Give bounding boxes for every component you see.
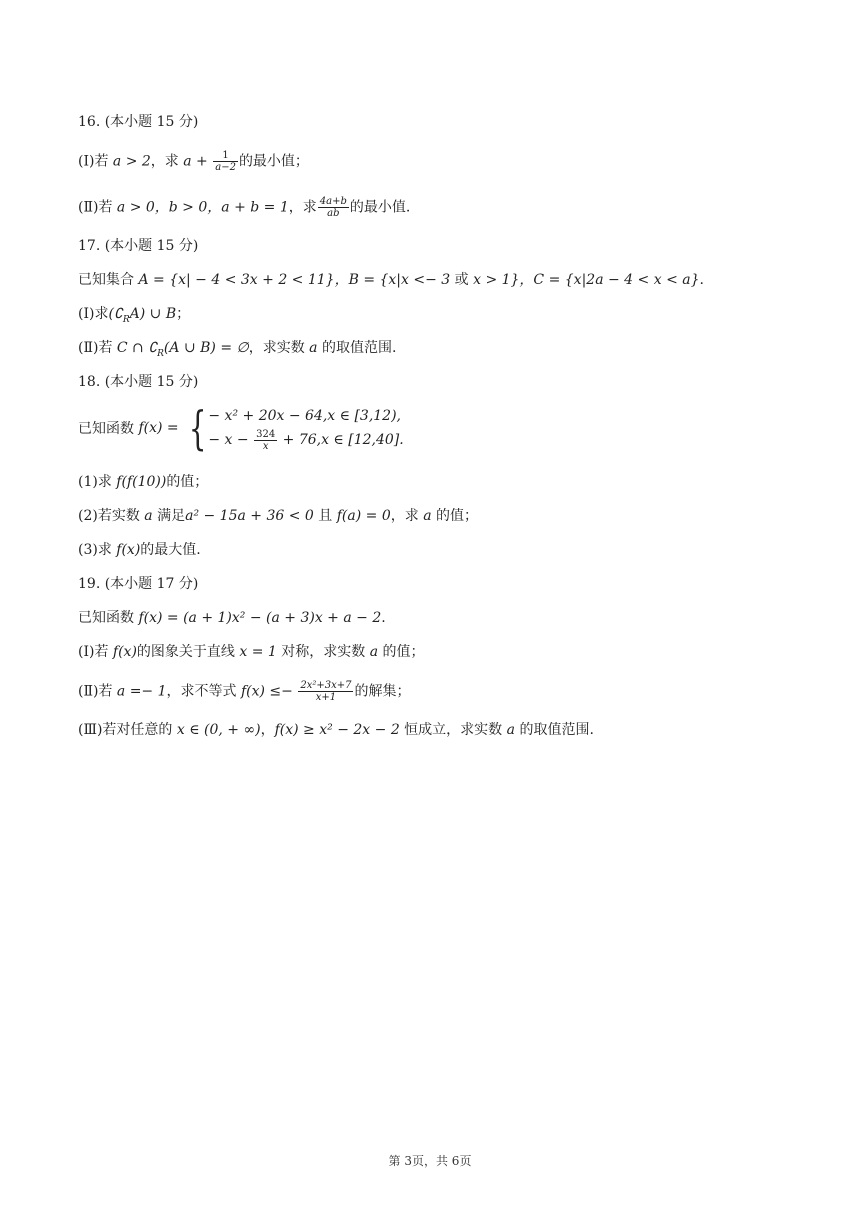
q17-given-expr2: x > 1}，C = {x|2a − 4 < x < a} (473, 272, 700, 288)
q18-part3-prefix: (3)求 (78, 542, 117, 558)
q16-part1-prefix: (Ⅰ)若 (78, 153, 113, 170)
q17-part2-var: a (309, 340, 318, 356)
q19-part1-mid2: 对称，求实数 (276, 644, 370, 660)
fraction-denominator: a−2 (215, 162, 236, 173)
q19-part1 (78, 642, 425, 662)
left-brace-symbol: { (188, 401, 207, 455)
q17-part1-expr: (∁ (108, 306, 123, 322)
q17-part2-mid: ，求实数 (248, 340, 310, 356)
q17-part1-sub: R (122, 314, 130, 325)
q19-part3-expr: x ∈ (0, + ∞) (176, 722, 261, 738)
q17-given-tail: . (699, 272, 704, 288)
q16-part1-mid: ，求 (150, 153, 184, 170)
q18-part3-tail: 的最大值. (140, 542, 201, 558)
q18-part2-var2: a (423, 508, 432, 524)
q19-part1-tail: 的值； (378, 644, 425, 660)
q19-part3 (78, 720, 594, 740)
q18-heading: 18. (本小题 15 分) (78, 374, 199, 390)
q19-part3-prefix: (Ⅲ)若对任意的 (78, 722, 177, 738)
q19-given-tail: . (381, 610, 386, 626)
q17-part1-prefix: (Ⅰ)求 (78, 306, 109, 322)
q17-given-prefix: 已知集合 (78, 272, 139, 288)
q16-part1-condition: a > 2 (112, 153, 151, 170)
q19-part1-prefix: (Ⅰ)若 (78, 644, 113, 660)
q18-case2-fraction (254, 429, 277, 452)
q18-def-lhs: f(x) = (138, 420, 184, 436)
q17-part2-tail: 的取值范围. (317, 340, 397, 356)
q19-part3-mid: ， (260, 722, 275, 738)
q17-given-or: 或 (450, 272, 474, 288)
q19-part3-tail: 的取值范围. (515, 722, 594, 738)
q19-part1-expr2: x = 1 (239, 644, 277, 660)
q16-part1-tail: 的最小值； (238, 153, 309, 170)
q18-part3 (78, 540, 201, 560)
fraction-numerator: 2x²+3x+7 (300, 680, 352, 691)
q19-part1-expr: f(x) (112, 644, 137, 660)
q18-part2-expr2: f(a) = 0 (336, 508, 391, 524)
q18-part1 (78, 472, 208, 492)
q18-part2-prefix: (2)若实数 (78, 508, 145, 524)
q19-part2-mid: ，求不等式 (166, 683, 241, 700)
q18-part2 (78, 506, 478, 526)
q19-part2-prefix: (Ⅱ)若 (78, 683, 117, 700)
q19-given (78, 608, 386, 628)
fraction-denominator: ab (327, 208, 340, 219)
q17-part2-prefix: (Ⅱ)若 (78, 340, 117, 356)
q19-part2-tail: 的解集； (354, 683, 411, 700)
q17-given-expr: A = {x| − 4 < 3x + 2 < 11}，B = {x|x <− 3 (138, 272, 451, 288)
q18-part1-prefix: (1)求 (78, 474, 117, 490)
fraction-numerator: 324 (256, 428, 276, 440)
q18-part2-expr: a² − 15a + 36 < 0 (185, 508, 314, 524)
q16-part1 (78, 150, 309, 173)
q17-part2 (78, 338, 396, 364)
q17-given (78, 270, 704, 290)
q17-heading: 17. (本小题 15 分) (78, 238, 199, 254)
q18-piecewise-cases (208, 404, 403, 452)
q16-part2-mid: ，求 (288, 199, 317, 216)
q17-part1-tail: ； (176, 306, 191, 322)
q18-part1-tail: 的值； (166, 474, 209, 490)
q16-part2 (78, 196, 410, 219)
q17-part2-sub: R (157, 348, 164, 359)
q19-part2-expr: a =− 1 (116, 683, 167, 700)
q18-part1-expr: f(f(10)) (116, 474, 167, 490)
q16-part1-expr: a + (183, 153, 213, 170)
fraction-numerator: 1 (213, 150, 238, 162)
q16-heading: 16. (本小题 15 分) (78, 114, 199, 130)
q19-given-prefix: 已知函数 (78, 610, 139, 626)
fraction-denominator: x (262, 440, 269, 452)
q19-part1-mid: 的图象关于直线 (136, 644, 240, 660)
q18-part3-expr: f(x) (116, 542, 141, 558)
q16-part2-prefix: (Ⅱ)若 (78, 199, 117, 216)
q19-heading: 19. (本小题 17 分) (78, 576, 199, 592)
q18-part2-tail: 的值； (431, 508, 478, 524)
q17-part2-expr2: (A ∪ B) = ∅ (163, 340, 249, 356)
q18-function-def (78, 401, 404, 455)
q19-given-expr: f(x) = (a + 1)x² − (a + 3)x + a − 2 (138, 610, 382, 626)
fraction-denominator: x+1 (315, 692, 337, 703)
q19-part3-var: a (506, 722, 515, 738)
q18-case-1: − x² + 20x − 64,x ∈ [3,12), (208, 408, 402, 424)
q19-part2-fraction (298, 680, 353, 703)
q16-part1-fraction (213, 150, 238, 173)
q17-part1-expr2: A) ∪ B (129, 306, 177, 322)
q19-part2 (78, 680, 410, 703)
q18-part2-mid2: 且 (313, 508, 337, 524)
q18-case-2 (208, 428, 403, 452)
q18-case2-a: − x − (208, 432, 254, 448)
q17-part1 (78, 304, 190, 330)
q19-part1-var: a (369, 644, 379, 660)
q16-part2-condition: a > 0，b > 0，a + b = 1 (116, 199, 289, 216)
q18-part2-var: a (144, 508, 153, 524)
q18-case2-b: + 76,x ∈ [12,40]. (278, 432, 404, 448)
fraction-numerator: 4a+b (319, 196, 347, 207)
page-footer: 第 3页，共 6页 (388, 1154, 472, 1168)
q19-part2-expr2: f(x) ≤− (240, 683, 298, 700)
q18-def-prefix: 已知函数 (78, 421, 139, 437)
q16-part2-fraction (318, 196, 349, 219)
q16-part2-tail: 的最小值. (349, 199, 411, 216)
q19-part3-mid2: 恒成立，求实数 (399, 722, 507, 738)
q18-part2-mid: 满足 (152, 508, 186, 524)
q17-part2-expr: C ∩ ∁ (116, 340, 158, 356)
q19-part3-expr2: f(x) ≥ x² − 2x − 2 (274, 722, 400, 738)
q18-part2-mid3: ，求 (390, 508, 424, 524)
